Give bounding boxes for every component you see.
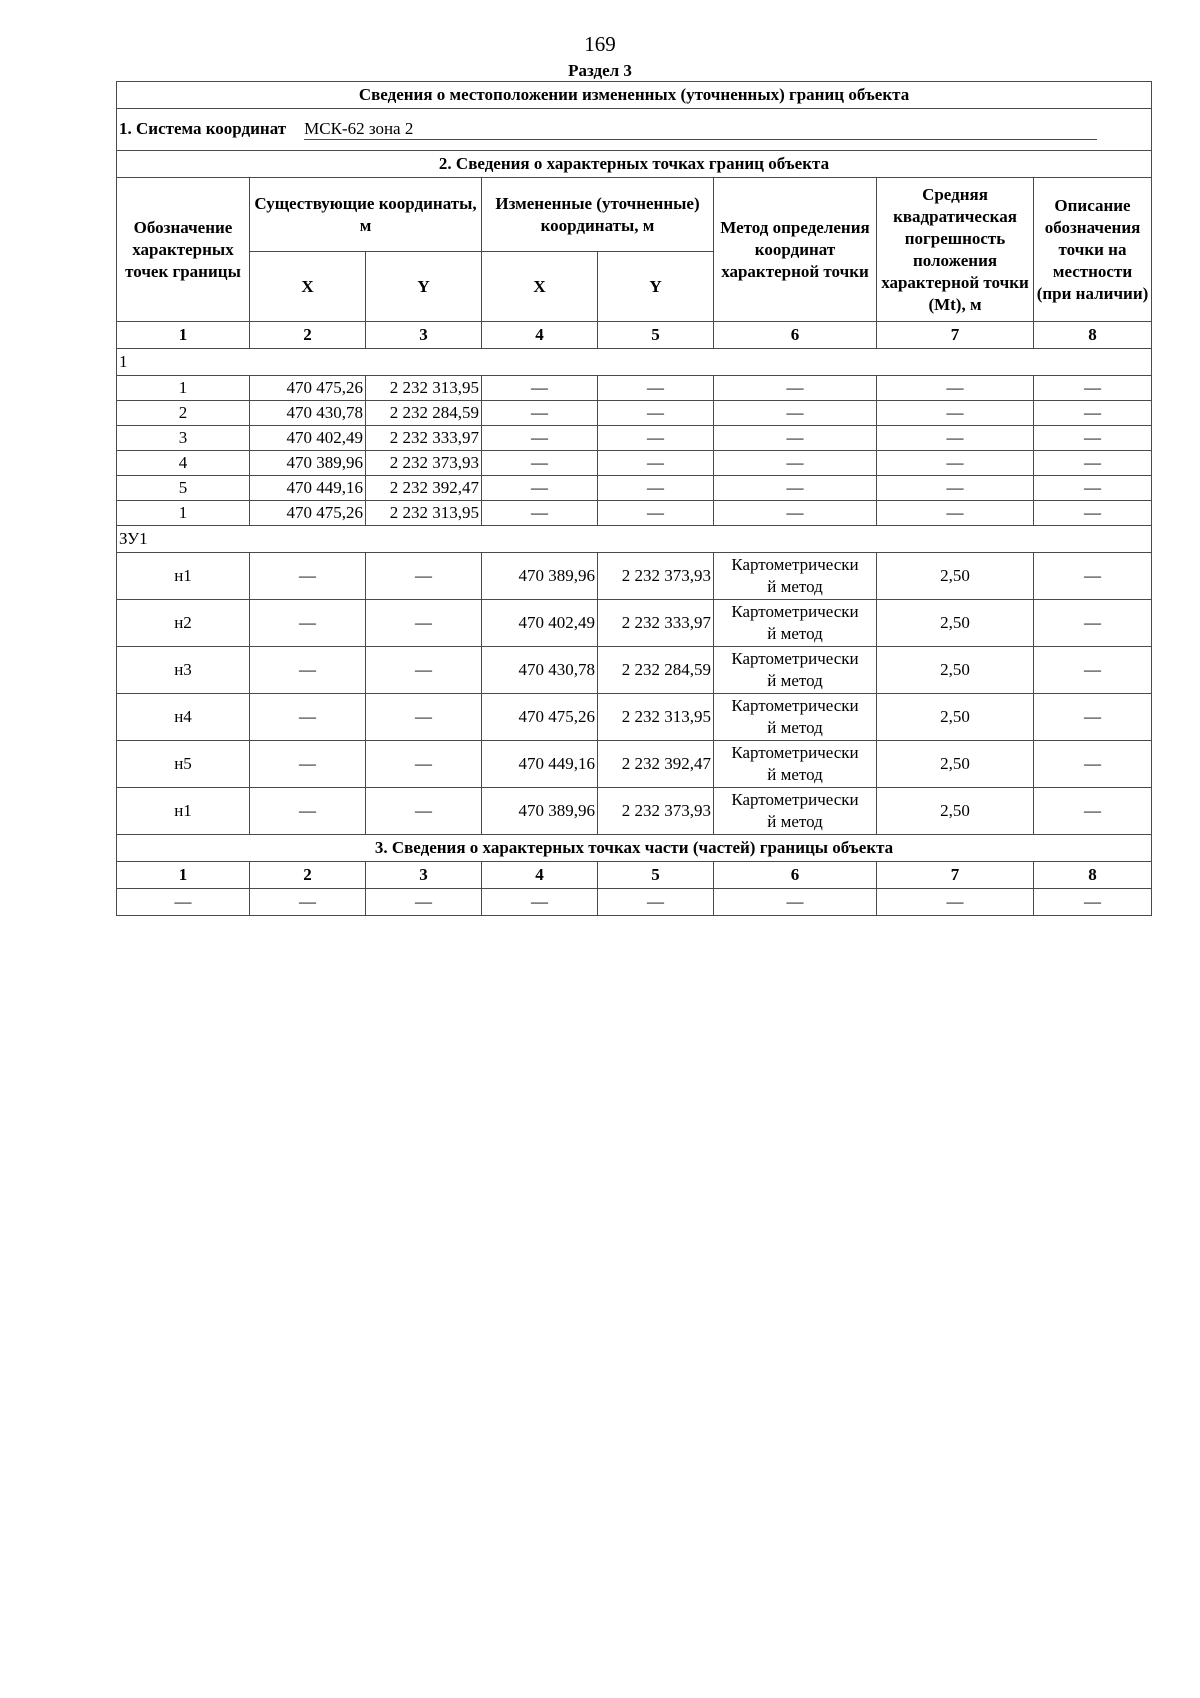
- table-cell: 2 232 373,93: [598, 788, 714, 835]
- table-cell: 2 232 313,95: [598, 694, 714, 741]
- method-line-1: Картометрически: [731, 602, 859, 621]
- table-cell: —: [877, 476, 1034, 501]
- table-cell: —: [714, 889, 877, 916]
- table-cell: —: [1034, 889, 1152, 916]
- table-cell: 2 232 313,95: [366, 376, 482, 401]
- column-numbers-row: [117, 862, 1152, 889]
- method-line-2: й метод: [767, 812, 823, 831]
- table-cell: 2,50: [877, 600, 1034, 647]
- table-cell: —: [366, 889, 482, 916]
- table-cell: 2 232 392,47: [598, 741, 714, 788]
- table-cell-method: [714, 694, 877, 741]
- column-number: 6: [714, 862, 877, 889]
- header-changed-y: Y: [598, 252, 714, 322]
- column-number: 8: [1034, 862, 1152, 889]
- header-description: Описание обозначения точки на местности (при наличии): [1034, 178, 1152, 322]
- table-cell: 470 430,78: [482, 647, 598, 694]
- table-row: [117, 889, 1152, 916]
- column-number: 5: [598, 322, 714, 349]
- method-line-2: й метод: [767, 624, 823, 643]
- table-cell: —: [366, 647, 482, 694]
- column-numbers-row: [117, 322, 1152, 349]
- table-cell: —: [598, 426, 714, 451]
- table-cell: 5: [117, 476, 250, 501]
- boundary-table: [116, 81, 1152, 916]
- table-cell: 2,50: [877, 553, 1034, 600]
- table-cell: —: [250, 694, 366, 741]
- table-cell: 1: [117, 376, 250, 401]
- table-cell: —: [598, 501, 714, 526]
- column-number: 2: [250, 322, 366, 349]
- table-cell: —: [1034, 694, 1152, 741]
- table-cell: —: [250, 553, 366, 600]
- section-title: Раздел 3: [568, 61, 632, 80]
- table-cell: —: [250, 741, 366, 788]
- table-cell: 2 232 284,59: [598, 647, 714, 694]
- table-cell: 1: [117, 501, 250, 526]
- table-cell: —: [1034, 553, 1152, 600]
- table-cell-method: [714, 788, 877, 835]
- table-cell: 4: [117, 451, 250, 476]
- table-cell: —: [1034, 401, 1152, 426]
- table-cell: н1: [117, 553, 250, 600]
- table-cell: —: [482, 376, 598, 401]
- table-cell: —: [598, 889, 714, 916]
- method-line-2: й метод: [767, 671, 823, 690]
- column-number: 7: [877, 862, 1034, 889]
- column-number: 3: [366, 862, 482, 889]
- table-cell: —: [1034, 788, 1152, 835]
- coordinate-system-value: МСК-62 зона 2: [304, 119, 1097, 140]
- method-line-1: Картометрически: [731, 555, 859, 574]
- table-title: Сведения о местоположении измененных (уточненных) границ объекта: [117, 82, 1152, 109]
- table-cell: 2 232 373,93: [366, 451, 482, 476]
- table-cell: —: [877, 889, 1034, 916]
- method-line-2: й метод: [767, 577, 823, 596]
- table-cell: 2,50: [877, 788, 1034, 835]
- table-row: [117, 401, 1152, 426]
- method-line-1: Картометрически: [731, 696, 859, 715]
- table-cell: —: [714, 451, 877, 476]
- table-cell: 470 475,26: [250, 501, 366, 526]
- table-cell: —: [714, 376, 877, 401]
- header-method: Метод определения координат характерной точки: [714, 178, 877, 322]
- column-number: 4: [482, 322, 598, 349]
- table-cell: —: [366, 741, 482, 788]
- table-cell: —: [714, 426, 877, 451]
- header-existing-x: X: [250, 252, 366, 322]
- table-cell: н3: [117, 647, 250, 694]
- table-cell: 2 232 333,97: [598, 600, 714, 647]
- section2-title: 2. Сведения о характерных точках границ объекта: [117, 151, 1152, 178]
- table-cell: —: [482, 426, 598, 451]
- table-cell: 470 449,16: [250, 476, 366, 501]
- table-row: [117, 476, 1152, 501]
- table-cell: 470 402,49: [482, 600, 598, 647]
- table-cell: —: [482, 451, 598, 476]
- table-cell: 470 430,78: [250, 401, 366, 426]
- group-label-row: [117, 526, 1152, 553]
- column-number: 1: [117, 322, 250, 349]
- header-existing-coordinates: Существующие координаты, м: [250, 178, 482, 252]
- table-cell: —: [598, 451, 714, 476]
- table-cell-method: [714, 741, 877, 788]
- table-cell: 2 232 333,97: [366, 426, 482, 451]
- coordinate-system-label: 1. Система координат: [119, 119, 287, 138]
- column-number: 7: [877, 322, 1034, 349]
- method-line-1: Картометрически: [731, 649, 859, 668]
- method-line-2: й метод: [767, 765, 823, 784]
- table-cell: 470 475,26: [250, 376, 366, 401]
- table-cell: —: [1034, 600, 1152, 647]
- section3-title-row: [117, 835, 1152, 862]
- column-number: 4: [482, 862, 598, 889]
- table-cell-method: [714, 600, 877, 647]
- table-cell: н4: [117, 694, 250, 741]
- table-cell: —: [482, 401, 598, 426]
- table-cell: 2,50: [877, 647, 1034, 694]
- column-number: 2: [250, 862, 366, 889]
- table-cell: —: [366, 553, 482, 600]
- table-cell: —: [1034, 376, 1152, 401]
- method-line-1: Картометрически: [731, 743, 859, 762]
- column-number: 6: [714, 322, 877, 349]
- table-cell: —: [877, 426, 1034, 451]
- coordinate-system-row: [117, 109, 1152, 151]
- table-cell: —: [877, 376, 1034, 401]
- header-point-designation: Обозначение характерных точек границы: [117, 178, 250, 322]
- section3-title: 3. Сведения о характерных точках части (частей) границы объекта: [117, 835, 1152, 862]
- table-cell: —: [598, 401, 714, 426]
- table-row: [117, 376, 1152, 401]
- table-cell: 470 389,96: [250, 451, 366, 476]
- table-cell: —: [250, 647, 366, 694]
- table-cell: —: [366, 600, 482, 647]
- table-cell: 2,50: [877, 694, 1034, 741]
- table-cell: 470 389,96: [482, 788, 598, 835]
- table-cell: н1: [117, 788, 250, 835]
- group-label: 1: [117, 349, 1152, 376]
- table-cell: —: [366, 694, 482, 741]
- table-cell: —: [482, 476, 598, 501]
- table-cell: 470 449,16: [482, 741, 598, 788]
- table-cell: —: [1034, 426, 1152, 451]
- header-existing-y: Y: [366, 252, 482, 322]
- table-cell: —: [877, 401, 1034, 426]
- table-row: [117, 451, 1152, 476]
- table-cell: —: [117, 889, 250, 916]
- table-cell: —: [1034, 741, 1152, 788]
- table-cell: —: [482, 889, 598, 916]
- column-number: 8: [1034, 322, 1152, 349]
- table-row: [117, 788, 1152, 835]
- table-cell: 470 402,49: [250, 426, 366, 451]
- table-cell: —: [482, 501, 598, 526]
- column-number: 3: [366, 322, 482, 349]
- table-cell: 470 475,26: [482, 694, 598, 741]
- table-cell: —: [714, 501, 877, 526]
- method-line-1: Картометрически: [731, 790, 859, 809]
- table-cell: —: [1034, 476, 1152, 501]
- header-changed-coordinates: Измененные (уточненные) координаты, м: [482, 178, 714, 252]
- table-cell-method: [714, 647, 877, 694]
- table-cell: 2: [117, 401, 250, 426]
- table-cell: 3: [117, 426, 250, 451]
- table-cell: 2 232 284,59: [366, 401, 482, 426]
- header-changed-x: X: [482, 252, 598, 322]
- table-cell: —: [714, 476, 877, 501]
- table-cell: н2: [117, 600, 250, 647]
- table-cell: —: [598, 376, 714, 401]
- table-title-row: [117, 82, 1152, 109]
- table-cell: 2 232 392,47: [366, 476, 482, 501]
- table-row: [117, 741, 1152, 788]
- table-cell: 470 389,96: [482, 553, 598, 600]
- table-cell: —: [366, 788, 482, 835]
- table-cell: —: [250, 600, 366, 647]
- table-cell: —: [250, 889, 366, 916]
- header-row: [117, 178, 1152, 252]
- table-row: [117, 553, 1152, 600]
- table-cell: н5: [117, 741, 250, 788]
- table-cell: —: [877, 501, 1034, 526]
- table-row: [117, 647, 1152, 694]
- method-line-2: й метод: [767, 718, 823, 737]
- table-cell: —: [1034, 451, 1152, 476]
- table-cell: 2 232 373,93: [598, 553, 714, 600]
- page-number: 169: [584, 32, 616, 56]
- column-number: 5: [598, 862, 714, 889]
- table-cell: 2,50: [877, 741, 1034, 788]
- table-cell: —: [1034, 501, 1152, 526]
- table-cell: —: [1034, 647, 1152, 694]
- section2-title-row: [117, 151, 1152, 178]
- table-cell: —: [714, 401, 877, 426]
- table-cell: 2 232 313,95: [366, 501, 482, 526]
- table-cell: —: [250, 788, 366, 835]
- header-mean-error: Средняя квадратическая погрешность положения характерной точки (Mt), м: [877, 178, 1034, 322]
- column-number: 1: [117, 862, 250, 889]
- table-row: [117, 694, 1152, 741]
- table-cell: —: [877, 451, 1034, 476]
- table-cell: —: [598, 476, 714, 501]
- table-row: [117, 600, 1152, 647]
- table-cell-method: [714, 553, 877, 600]
- table-row: [117, 426, 1152, 451]
- group-label-row: [117, 349, 1152, 376]
- group-label: ЗУ1: [117, 526, 1152, 553]
- table-row: [117, 501, 1152, 526]
